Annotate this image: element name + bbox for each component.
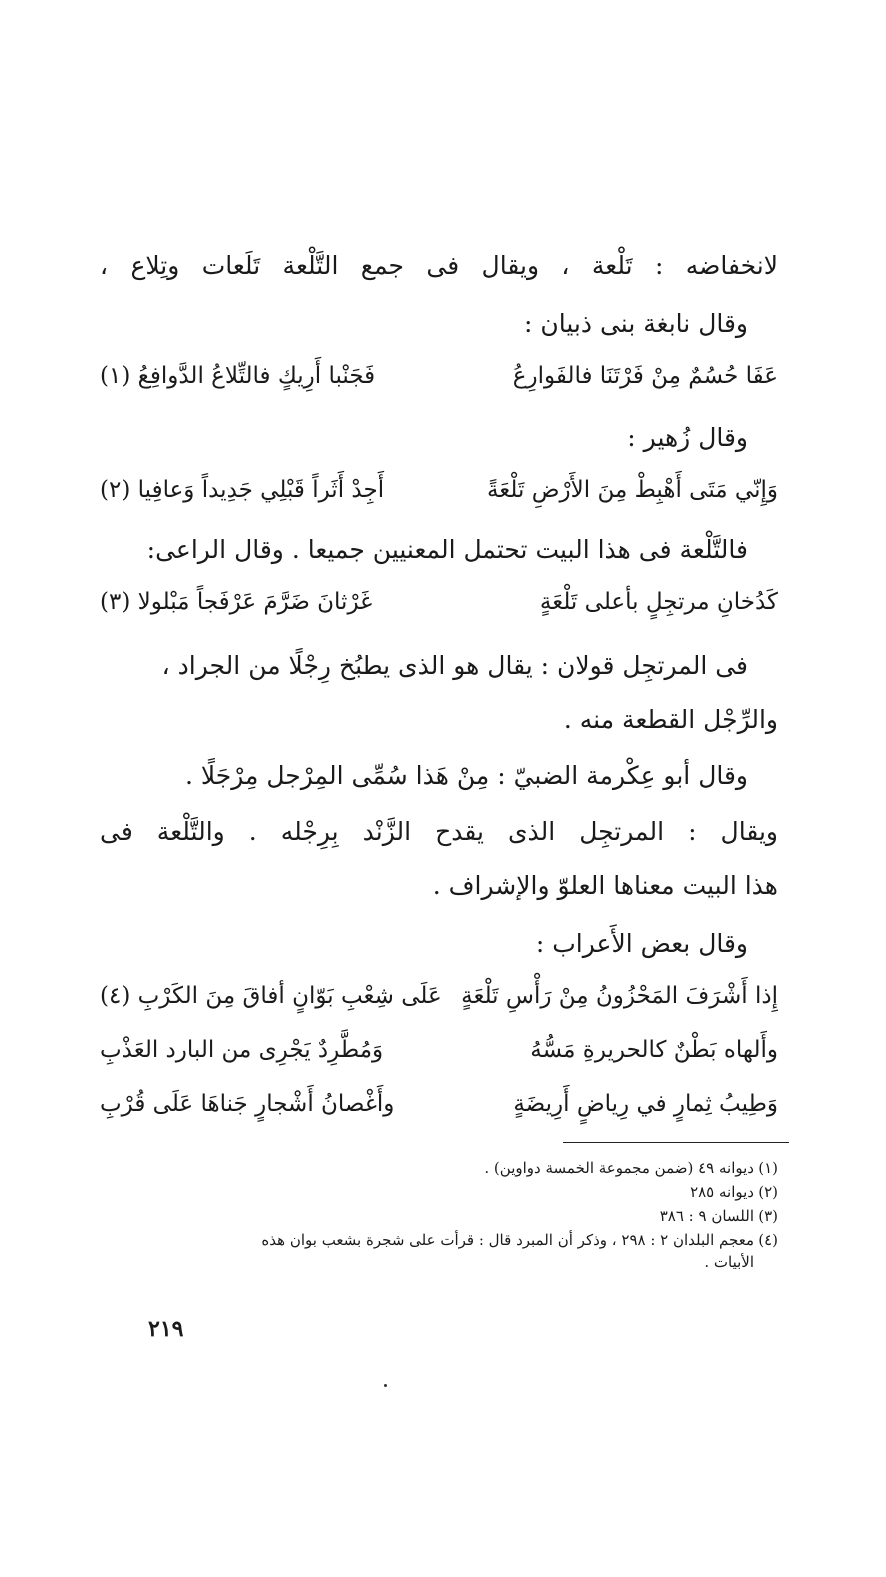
verse-4-second-hemistich: عَلَى شِعْبِ بَوّانٍ أفاقَ مِنَ الكَرْبِ (٤) [100,983,442,1009]
body-line-8: ويقال : المرتجِل الذى يقدح الزَّنْد بِرِجْله . والتَّلْعة فى [100,817,778,846]
footnote-separator [563,1142,789,1143]
verse-1-second-hemistich: فَجَنْبا أَرِيكٍ فالتِّلاعُ الدَّوافِعُ (١) [100,363,376,389]
body-line-7: وقال أبو عِكْرمة الضبيّ : مِنْ هَذا سُمِّى المِرْجل مِرْجَلًا . [184,761,748,790]
footnote-1-number: (١) [758,1159,778,1177]
body-line-1: لانخفاضه : تَلْعة ، ويقال فى جمع التَّلْعة تَلَعات وتِلاع ، [100,251,778,280]
footnote-1: ديوانه ٤٩ (ضمن مجموعة الخمسة دواوين) . [484,1159,754,1177]
verse-4 [100,976,778,1016]
body-line-10: وقال بعض الأَعراب : [535,929,748,958]
verse-3-first-hemistich: كَدُخانِ مرتجِلٍ بأعلى تَلْعَةٍ [539,589,778,615]
body-line-2: وقال نابغة بنى ذبيان : [524,309,748,338]
footnote-3-number: (٣) [758,1207,778,1225]
verse-2-first-hemistich: وَإِنّي مَتَى أَهْبِطْ مِنَ الأَرْضِ تَلْعَةً [486,477,778,503]
verse-2-second-hemistich: أَجِدْ أَثَراً قَبْلِي جَدِيداً وَعافِيا (٢) [100,477,385,503]
verse-3 [100,582,778,622]
body-line-5: فى المرتجِل قولان : يقال هو الذى يطبُخ رِجْلًا من الجراد ، [161,651,748,680]
body-line-4: فالتَّلْعة فى هذا البيت تحتمل المعنيين جميعا . وقال الراعى: [146,535,748,564]
verse-6-first-hemistich: وَطِيبُ ثِمارٍ في رِياضٍ أَرِيضَةٍ [513,1091,778,1117]
verse-6-second-hemistich: وأَغْصانُ أَشْجارٍ جَناهَا عَلَى قُرْبِ [100,1091,395,1117]
verse-1 [100,356,778,396]
verse-4-first-hemistich: إِذا أَشْرَفَ المَحْزُونُ مِنْ رَأْسِ تَلْعَةٍ [461,983,778,1009]
footnote-4: معجم البلدان ٢ : ٢٩٨ ، وذكر أن المبرد قال : قرأت على شجرة بشعب بوان هذه [261,1231,754,1249]
footnote-4-continuation: الأبيات . [704,1253,754,1271]
print-speck [384,1384,387,1387]
footnote-3: اللسان ٩ : ٣٨٦ [659,1207,754,1225]
verse-2 [100,470,778,510]
body-line-3: وقال زُهير : [627,423,748,452]
body-line-9: هذا البيت معناها العلوّ والإشراف . [432,871,778,900]
verse-5 [100,1030,778,1070]
footnote-2: ديوانه ٢٨٥ [690,1183,754,1201]
verse-6 [100,1084,778,1124]
page-number: ٢١٩ [148,1316,184,1342]
verse-5-second-hemistich: وَمُطَّرِدٌ يَجْرِى من البارد العَذْبِ [100,1037,384,1063]
footnote-2-number: (٢) [758,1183,778,1201]
verse-1-first-hemistich: عَفَا حُسُمٌ مِنْ فَرْتَنَا فالفَوارِعُ [512,363,778,389]
verse-3-second-hemistich: غَرْثانَ ضَرَّمَ عَرْفَجاً مَبْلولا (٣) [100,589,373,615]
footnote-4-number: (٤) [758,1231,778,1249]
verse-5-first-hemistich: وأَلهاه بَطْنٌ كالحريرةِ مَسُّهُ [530,1037,778,1063]
body-line-6: والرِّجْل القطعة منه . [563,705,778,734]
